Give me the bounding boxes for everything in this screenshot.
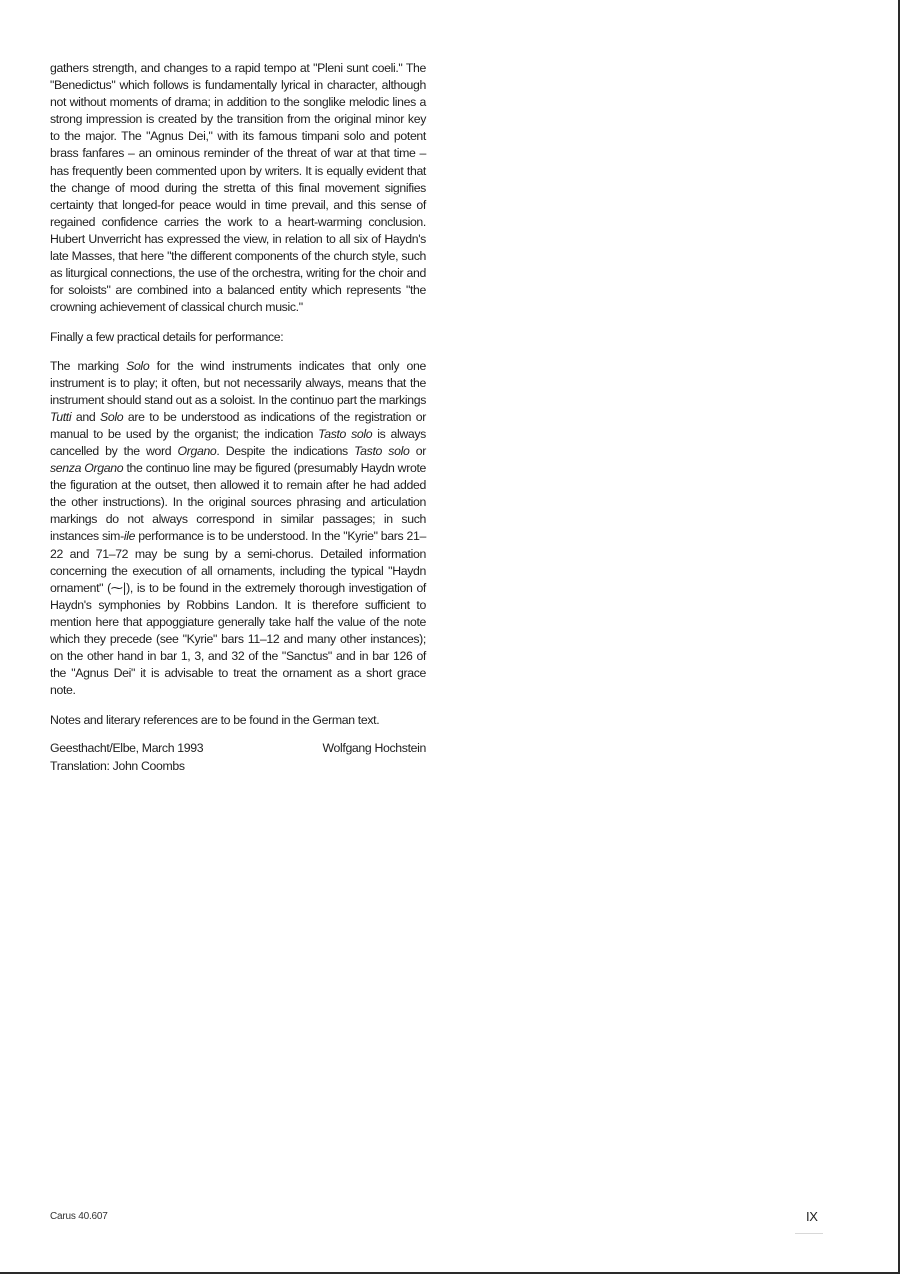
text-run: and — [71, 409, 101, 424]
text-run: . Despite the indications — [216, 443, 355, 458]
paragraph-practical-intro: Finally a few practical details for performance: — [50, 330, 284, 345]
paragraph-performance-details — [50, 358, 426, 700]
text-run: or — [409, 443, 426, 458]
paragraph-mass-description: gathers strength, and changes to a rapid tempo at "Pleni sunt coeli." The "Benedictus" which follows is fundamentally lyrical in character, although not without moments of drama; in addition to the songlike melodic lines a strong impression is created by the transition from the original minor key to the major. The "Agnus Dei," with its famous timpani solo and potent brass fanfares – an ominous reminder of the threat of war at that time – has frequently been commented upon by writers. It is equally evident that the change of mood during the stretta of this final movement signifies certainty that longed-for peace would in time prevail, and this sense of regained confidence carries the work to a heart-warming conclusion. Hubert Unverricht has expressed the view, in relation to all six of Haydn's late Masses, that here "the different components of the church style, such as liturgical connections, the use of the orchestra, writing for the choir and for soloists" are combined into a balanced entity which represents "the crowning achievement of classical church music." — [50, 61, 426, 315]
text-run: performance is to be understood. In the "Kyrie" bars 21–22 and 71–72 may be sung by a semi-chorus. Detailed information concerning the execution of all ornaments, including the typical "Haydn ornament" ( — [50, 529, 427, 595]
publisher-reference: Carus 40.607 — [50, 1211, 108, 1222]
text-run: are to be understood as indications of the registration or manual to be used by the organist; the indication — [50, 409, 426, 441]
text-run: ), is to be found in the extremely thorough investigation of Haydn's symphonies by Robbins Landon. It is therefore sufficient to mention here that appoggiature generally take half the value of the note which they precede (see "Kyrie" bars 11–12 and many other instances); on the other hand in bar 1, 3, and 32 of the "Sanctus" and in bar 126 of the "Agnus Dei" it is advisable to treat the ornament as a short grace note. — [50, 580, 426, 698]
place-date: Geesthacht/Elbe, March 1993 — [50, 741, 204, 756]
page-number: IX — [806, 1209, 818, 1224]
haydn-ornament-icon: ⁓| — [110, 580, 127, 595]
italic-term: Solo — [100, 409, 124, 424]
italic-term: Tasto solo — [318, 426, 373, 441]
text-run: for the wind instruments indicates that only one instrument is to play; it often, but not necessarily always, means that the instrument should stand out as a soloist. In the continuo part the markings — [50, 358, 427, 407]
author-name: Wolfgang Hochstein — [322, 741, 426, 756]
italic-term: senza Organo — [50, 461, 124, 476]
italic-term: Solo — [126, 358, 150, 373]
text-run: is always cancelled by the word — [50, 426, 426, 458]
text-column — [50, 60, 426, 775]
italic-term: Organo — [177, 443, 217, 458]
text-run: the continuo line may be figured (presumably Haydn wrote the figuration at the outset, then allowed it to remain after he had added the other instructions). In the original sources phrasing and articulation markings do not always correspond in similar passages; in such instances sim- — [50, 461, 427, 544]
text-run: The marking — [50, 358, 127, 373]
translator-credit: Translation: John Coombs — [50, 758, 185, 773]
italic-term: Tasto solo — [354, 443, 410, 458]
italic-term: Tutti — [50, 409, 72, 424]
footer-rule — [795, 1233, 823, 1234]
italic-term: ile — [123, 529, 136, 544]
signature-block — [50, 740, 426, 774]
paragraph-references-note: Notes and literary references are to be found in the German text. — [50, 713, 380, 728]
